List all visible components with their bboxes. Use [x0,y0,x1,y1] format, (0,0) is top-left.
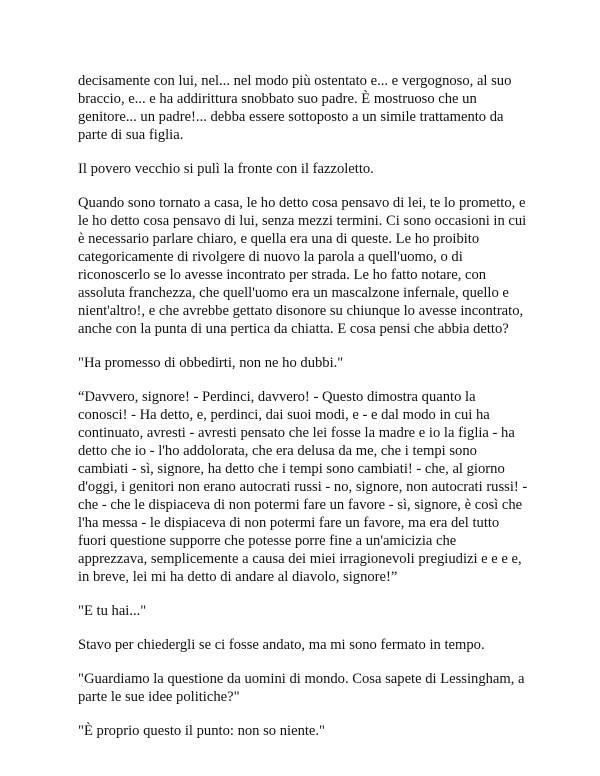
paragraph: "Guardiamo la questione da uomini di mondo. Cosa sapete di Lessingham, a parte le sue idee politiche?" [78,671,525,705]
document-page [78,72,528,756]
paragraph: "E tu hai..." [78,603,147,619]
paragraph: "È proprio questo il punto: non so niente." [78,723,326,739]
paragraph: Quando sono tornato a casa, le ho detto cosa pensavo di lei, te lo prometto, e le ho detto cosa pensavo di lui, senza mezzi termini. Ci sono occasioni in cui è necessario parlare chiaro, e quella era una di queste. Le ho proibito categoricamente di rivolgere di nuovo la parola a quell'uomo, o di riconoscerlo se lo avesse incontrato per strada. Le ho fatto notare, con assoluta franchezza, che quell'uomo era un mascalzone infernale, quello e nient'altro!, e che avrebbe gettato disonore su chiunque lo avesse incontrato, anche con la punta di una pertica da chiatta. E cosa pensi che abbia detto? [78,195,527,337]
paragraph: "Ha promesso di obbedirti, non ne ho dubbi." [78,355,344,371]
paragraph: “Davvero, signore! - Perdinci, davvero! - Questo dimostra quanto la conosci! - Ha detto, e, perdinci, dai suoi modi, e - e dal modo in cui ha continuato, avresti - avresti pensato che lei fosse la madre e io la figlia - ha detto che io - l'ho addolorata, che era delusa da me, che i tempi sono cambiati - sì, signore, ha detto che i tempi sono cambiati! - che, al giorno d'oggi, i genitori non erano autocrati russi - no, signore, non autocrati russi! - che - che le dispiaceva di non potermi fare un favore - sì, signore, è così che l'ha messa - le dispiaceva di non potermi fare un favore, ma era del tutto fuori questione supporre che potesse porre fine a un'amicizia che apprezzava, semplicemente a causa dei miei irragionevoli pregiudizi e e e e, in breve, lei mi ha detto di andare al diavolo, signore!” [78,389,528,585]
paragraph: Il povero vecchio si pulì la fronte con il fazzoletto. [78,161,374,177]
paragraph: decisamente con lui, nel... nel modo più ostentato e... e vergognoso, al suo braccio, e... e ha addirittura snobbato suo padre. È mostruoso che un genitore... un padre!... debba essere sottoposto a un simile trattamento da parte di sua figlia. [78,73,512,143]
paragraph: Stavo per chiedergli se ci fosse andato, ma mi sono fermato in tempo. [78,637,485,653]
